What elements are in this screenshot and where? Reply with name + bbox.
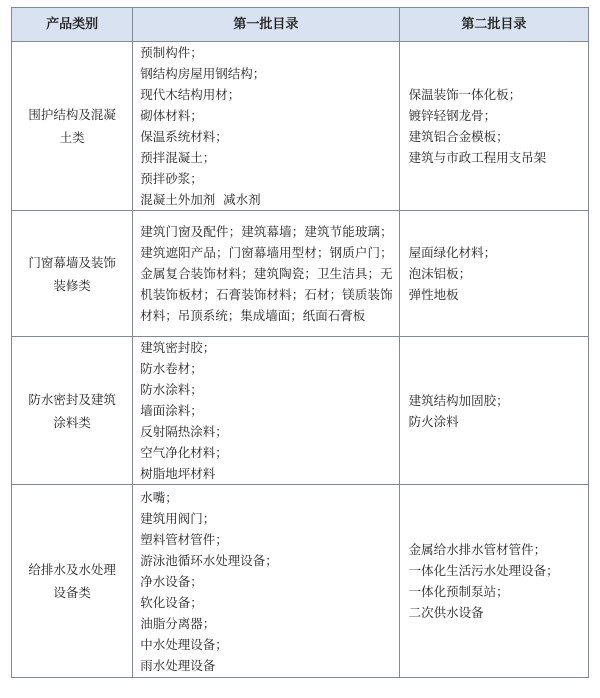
list-item: 弹性地板 — [408, 287, 459, 302]
list-item: 二次供水设备 — [408, 605, 484, 620]
table-row — [12, 337, 589, 485]
list-item: 建筑用阀门； — [140, 510, 216, 526]
list-item: 防水卷材； — [140, 361, 203, 376]
category-cell — [12, 337, 133, 485]
category-cell — [12, 211, 133, 337]
category-label: 门窗幕墙及装饰装修类 — [28, 254, 116, 293]
category-label: 防水密封及建筑涂料类 — [28, 391, 116, 430]
category-cell — [12, 42, 133, 211]
category-cell — [12, 485, 133, 678]
batch2-cell — [399, 485, 588, 678]
header-row — [12, 8, 589, 42]
list-item: 建筑与市政工程用支吊架 — [408, 150, 547, 165]
batch2-cell — [399, 211, 588, 337]
list-item: 中水处理设备； — [140, 636, 228, 652]
list-item: 防火涂料 — [408, 413, 459, 429]
header-batch1: 第一批目录 — [133, 8, 399, 42]
list-item: 建筑铝合金模板； — [408, 129, 509, 144]
list-item: 树脂地坪材料 — [140, 466, 216, 481]
list-item: 金属给水排水管材管件； — [408, 542, 547, 557]
list-item: 混凝土外加剂 减水剂 — [140, 192, 261, 207]
list-item: 游泳池循环水处理设备； — [140, 552, 278, 568]
list-item: 建筑结构加固胶； — [408, 392, 509, 408]
list-item: 镀锌轻钢龙骨； — [408, 108, 497, 123]
table-row — [12, 42, 589, 211]
list-item: 净水设备； — [140, 573, 203, 589]
batch2-cell — [399, 337, 588, 485]
list-item: 反射隔热涂料； — [140, 424, 228, 439]
list-item: 油脂分离器； — [140, 615, 216, 631]
list-item: 一体化预制泵站； — [408, 584, 509, 599]
list-item: 雨水处理设备 — [140, 657, 216, 673]
list-item: 建筑密封胶； — [140, 340, 216, 355]
batch1-cell — [133, 211, 399, 337]
list-item: 预拌砂浆； — [140, 171, 203, 186]
list-item: 现代木结构用材； — [140, 87, 241, 102]
list-item: 砌体材料； — [140, 108, 203, 123]
list-item: 防水涂料； — [140, 382, 203, 397]
list-paragraph: 建筑门窗及配件；建筑幕墙；建筑节能玻璃；建筑遮阳产品；门窗幕墙用型材；钢质户门；金属复合装饰材料；建筑陶瓷；卫生洁具；无机装饰板材；石膏装饰材料；石材；镁质装饰材料；吊顶系统；集成墙面；纸面石膏板 — [140, 224, 393, 323]
list-item: 屋面绿化材料； — [408, 245, 497, 260]
table-row — [12, 211, 589, 337]
table-row — [12, 485, 589, 678]
list-item: 预拌混凝土； — [140, 150, 216, 165]
list-item: 预制构件； — [140, 45, 203, 60]
list-item: 软化设备； — [140, 594, 203, 610]
header-batch2: 第二批目录 — [399, 8, 588, 42]
catalog-table — [11, 7, 589, 678]
category-label: 围护结构及混凝土类 — [28, 107, 116, 145]
batch1-cell — [133, 485, 399, 678]
list-item: 塑料管材管件； — [140, 531, 228, 547]
list-item: 泡沫铝板； — [408, 266, 472, 281]
list-item: 空气净化材料； — [140, 445, 228, 460]
batch1-cell — [133, 337, 399, 485]
batch2-cell — [399, 42, 588, 211]
list-item: 保温系统材料； — [140, 129, 228, 144]
list-item: 一体化生活污水处理设备； — [408, 563, 559, 578]
list-item: 保温装饰一体化板； — [408, 87, 522, 102]
category-label: 给排水及水处理设备类 — [28, 562, 116, 600]
list-item: 墙面涂料； — [140, 403, 203, 418]
list-item: 水嘴； — [140, 489, 178, 505]
batch1-cell — [133, 42, 399, 211]
header-category: 产品类别 — [12, 8, 133, 42]
list-item: 钢结构房屋用钢结构； — [140, 66, 266, 81]
